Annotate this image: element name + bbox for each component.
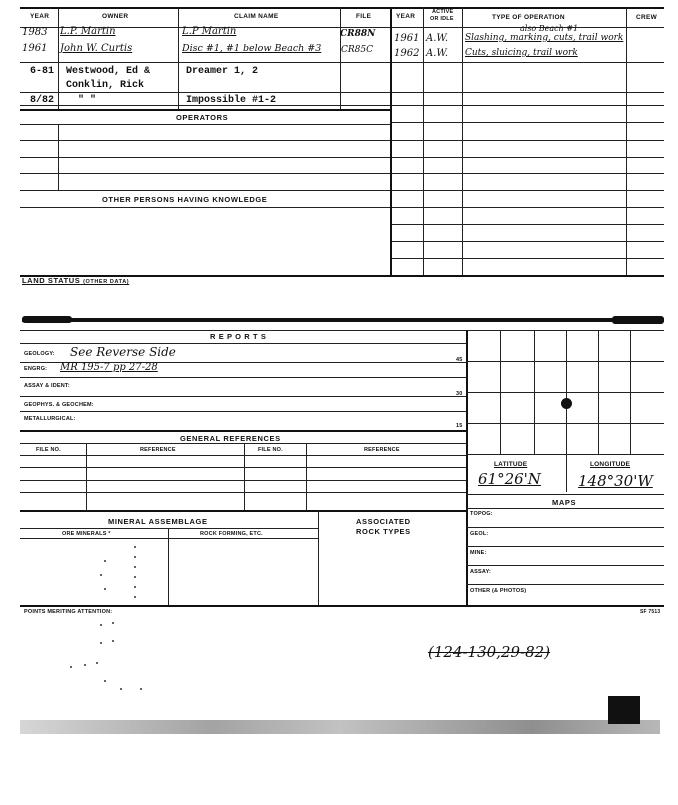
maps-geol: GEOL: [470, 531, 489, 537]
operation-status: A.W. [426, 33, 449, 44]
reports-title: R E P O R T S [210, 332, 267, 341]
ref-file-no: FILE NO. [36, 447, 61, 453]
maps-mine: MINE: [470, 550, 487, 556]
operation-note: also Beach #1 [520, 24, 579, 33]
location-marker [561, 398, 572, 409]
claim-owner: Conklin, Rick [66, 80, 145, 91]
form-number: SF 7513 [640, 609, 661, 615]
header-claim-name: CLAIM NAME [234, 13, 279, 20]
engrg-label: ENGRG: [24, 366, 48, 372]
claim-name: Disc #1, #1 below Beach #3 [182, 43, 322, 54]
ref-reference: REFERENCE [140, 447, 176, 453]
operation-type: Slashing, marking, cuts, trail work [465, 33, 624, 43]
maps-topog: TOPOG: [470, 511, 493, 517]
general-references-title: GENERAL REFERENCES [180, 434, 281, 443]
header-crew: CREW [636, 14, 658, 21]
assay-ident-label: ASSAY & IDENT: [24, 383, 70, 389]
latitude-label: LATITUDE [494, 461, 528, 468]
claim-file: CR85C [341, 45, 374, 55]
ref-reference-2: REFERENCE [364, 447, 400, 453]
geology-label: GEOLOGY: [24, 351, 55, 357]
ore-minerals-label: ORE MINERALS * [62, 531, 111, 537]
header-owner: OWNER [102, 13, 129, 20]
engrg-value: MR 195-7 pp 27-28 [60, 362, 158, 373]
metallurgical-label: METALLURGICAL: [24, 416, 76, 422]
points-meriting-attention-label: POINTS MERITING ATTENTION: [24, 609, 113, 615]
associated-rock-types-2: ROCK TYPES [356, 527, 411, 536]
grid-45: 45 [456, 357, 463, 363]
geophys-geochem-label: GEOPHYS. & GEOCHEM: [24, 402, 94, 408]
claim-owner: Westwood, Ed & [66, 66, 151, 77]
claim-name: L.P Martin [182, 26, 237, 37]
claim-year: 6-81 [30, 66, 55, 77]
other-persons-title: OTHER PERSONS HAVING KNOWLEDGE [102, 195, 268, 204]
header-year2: YEAR [396, 13, 416, 20]
claim-year: 1983 [22, 27, 48, 38]
header-year: YEAR [30, 13, 50, 20]
claim-year: 8/82 [30, 95, 55, 106]
latitude-value: 61°26'N [478, 470, 541, 488]
claim-name: Dreamer 1, 2 [186, 66, 259, 77]
land-status-title: LAND STATUS (OTHER DATA) [22, 276, 130, 285]
longitude-label: LONGITUDE [590, 461, 631, 468]
header-active: ACTIVE [432, 9, 454, 15]
operators-title: OPERATORS [176, 113, 229, 122]
operation-type: Cuts, sluicing, trail work [465, 48, 578, 58]
scan-smudge-band [20, 720, 660, 734]
claim-name: Impossible #1-2 [186, 95, 277, 106]
operation-year: 1961 [394, 33, 420, 44]
associated-rock-types-1: ASSOCIATED [356, 517, 411, 526]
grid-15: 15 [456, 423, 463, 429]
maps-title: MAPS [552, 498, 577, 507]
header-or-idle: OR IDLE [430, 16, 454, 22]
handwritten-code: (124-130,29-82) [428, 643, 551, 661]
grid-30: 30 [456, 391, 463, 397]
longitude-value: 148°30'W [578, 472, 653, 490]
ref-file-no-2: FILE NO. [258, 447, 283, 453]
operation-year: 1962 [394, 48, 420, 59]
header-file: FILE [356, 13, 372, 20]
claim-owner: " " [78, 95, 97, 106]
maps-assay: ASSAY: [470, 569, 492, 575]
geology-value: See Reverse Side [70, 345, 176, 359]
claim-owner: L.P. Martin [60, 26, 116, 37]
claim-owner: John W. Curtis [60, 43, 133, 54]
mineral-assemblage-title: MINERAL ASSEMBLAGE [108, 517, 208, 526]
header-type-of-operation: TYPE OF OPERATION [492, 14, 565, 21]
operation-status: A.W. [426, 48, 449, 59]
scan-smear-line [22, 318, 664, 322]
rock-forming-label: ROCK FORMING, ETC. [200, 531, 263, 537]
maps-other: OTHER (& PHOTOS) [470, 588, 527, 594]
claim-file: CR88N [340, 29, 376, 39]
claim-year: 1961 [22, 43, 48, 54]
